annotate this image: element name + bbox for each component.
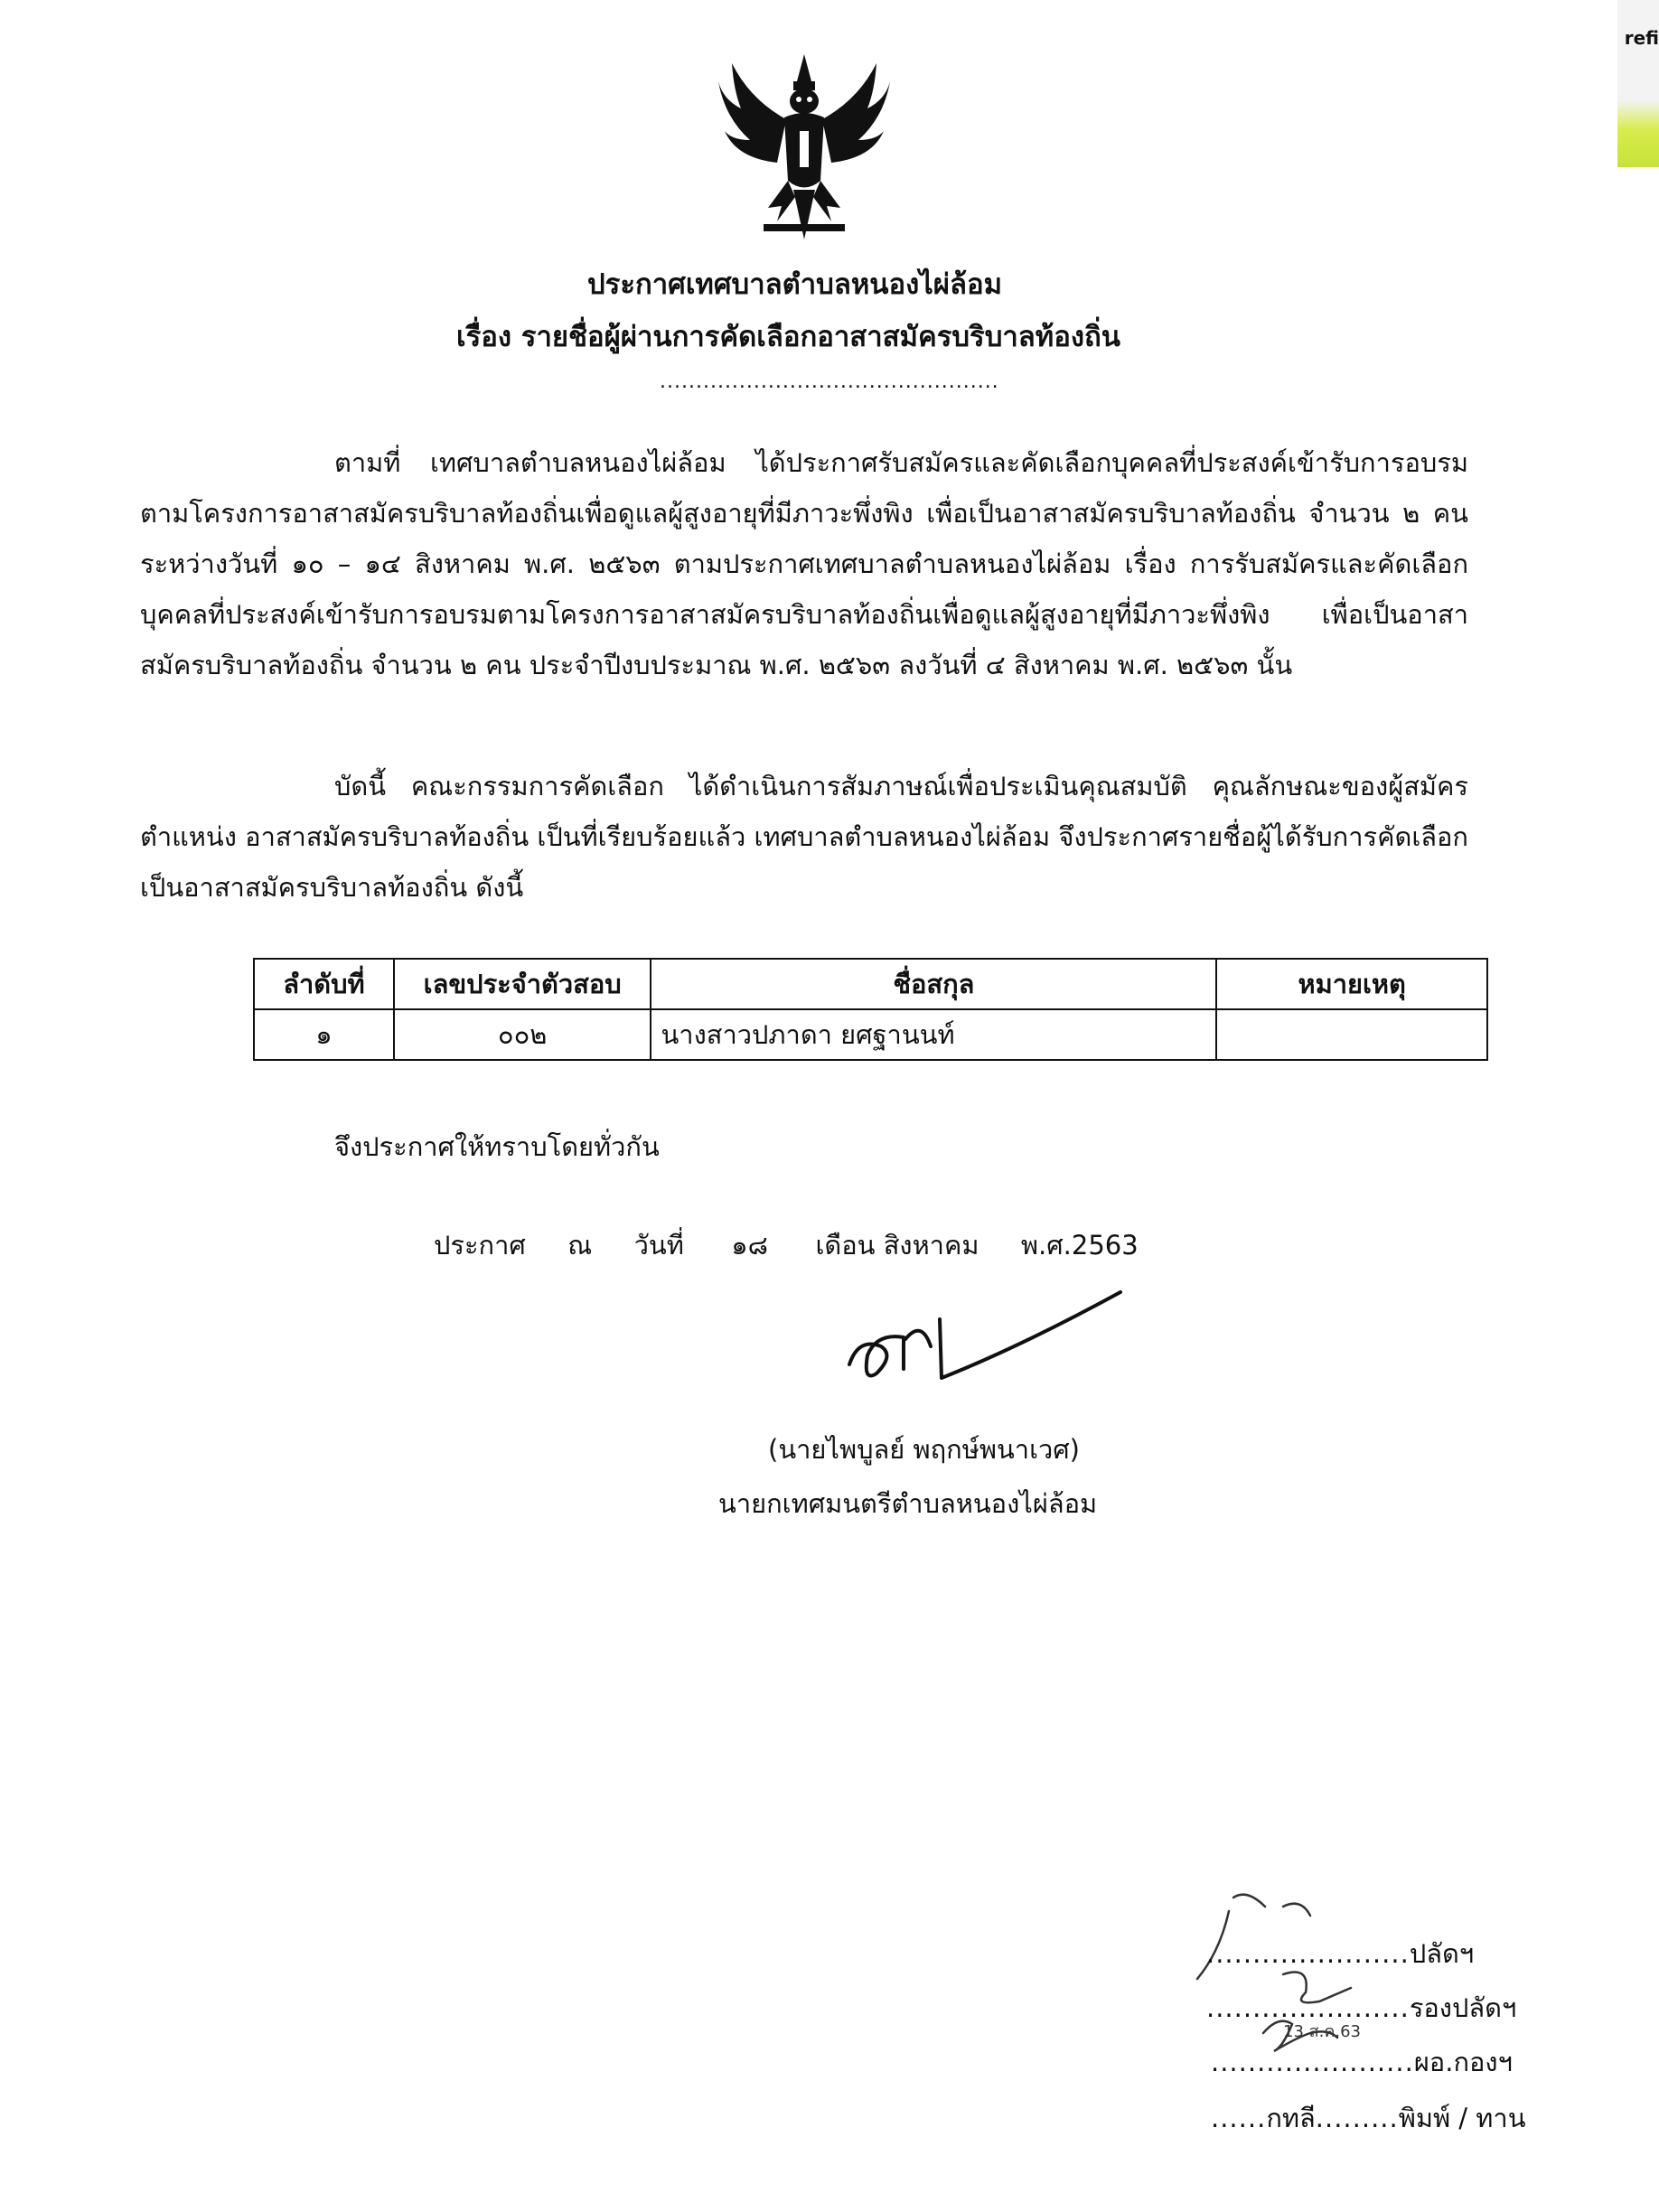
signature-mark	[840, 1283, 1148, 1401]
signatory-name: (นายไพบูลย์ พฤกษ์พนาเวศ)	[768, 1434, 1080, 1465]
signatory-position: นายกเทศมนตรีตำบลหนองไผ่ล้อม	[718, 1488, 1098, 1519]
paragraph-2-text: บัดนี้ คณะกรรมการคัดเลือก ได้ดำเนินการสัมภาษณ์เพื่อประเมินคุณสมบัติ คุณลักษณะของผู้สมัครตำแหน่ง อาสาสมัครบริบาลท้องถิ่น เป็นที่เรียบร้อยแล้ว เทศบาลตำบลหนองไผ่ล้อม จึงประกาศรายชื่อผู้ได้รับการคัดเลือกเป็นอาสาสมัครบริบาลท้องถิ่น ดังนี้	[140, 771, 1468, 903]
routing-line-deputy-clerk: ......................ปลัดฯ	[1206, 1938, 1475, 1969]
announcement-date-line	[434, 1230, 1139, 1261]
selected-candidates-table	[253, 958, 1488, 1061]
routing-line-typist: ......กทลี.........พิมพ์ / ทาน	[1211, 2103, 1526, 2133]
cell-name: นางสาวปภาดา ยศฐานนท์	[651, 1009, 1216, 1060]
body-paragraph-2	[140, 761, 1468, 913]
closing-statement: จึงประกาศให้ทราบโดยทั่วกัน	[334, 1131, 660, 1162]
date-month: สิงหาคม	[883, 1230, 979, 1261]
body-paragraph-1	[140, 437, 1468, 690]
routing-label-typist: กทลี	[1266, 2103, 1316, 2133]
cell-exam-id: ๐๐๒	[394, 1009, 651, 1060]
routing-label-vice-clerk: รองปลัดฯ	[1409, 1992, 1517, 2023]
col-header-remark: หมายเหตุ	[1216, 959, 1487, 1009]
paragraph-1-text: ตามที่ เทศบาลตำบลหนองไผ่ล้อม ได้ประกาศรับสมัครและคัดเลือกบุคคลที่ประสงค์เข้ารับการอบรมตามโครงการอาสาสมัครบริบาลท้องถิ่นเพื่อดูแลผู้สูงอายุที่มีภาวะพึ่งพิง เพื่อเป็นอาสาสมัครบริบาลท้องถิ่น จำนวน ๒ คน ระหว่างวันที่ ๑๐ – ๑๔ สิงหาคม พ.ศ. ๒๕๖๓ ตามประกาศเทศบาลตำบลหนองไผ่ล้อม เรื่อง การรับสมัครและคัดเลือกบุคคลที่ประสงค์เข้ารับการอบรมตามโครงการอาสาสมัครบริบาลท้องถิ่นเพื่อดูแลผู้สูงอายุที่มีภาวะพึ่งพิง เพื่อเป็นอาสาสมัครบริบาลท้องถิ่น จำนวน ๒ คน ประจำปีงบประมาณ พ.ศ. ๒๕๖๓ ลงวันที่ ๔ สิงหาคม พ.ศ. ๒๕๖๓ นั้น	[140, 447, 1468, 680]
date-at: ณ	[567, 1230, 593, 1261]
routing-line-vice-clerk: ......................รองปลัดฯ	[1206, 1992, 1517, 2023]
col-header-exam-id: เลขประจำตัวสอบ	[394, 959, 651, 1009]
date-prefix: ประกาศ	[434, 1230, 526, 1261]
announcement-subject: เรื่อง รายชื่อผู้ผ่านการคัดเลือกอาสาสมัครบริบาลท้องถิ่น	[456, 321, 1120, 353]
header-separator: ...............................................	[660, 370, 999, 393]
routing-date-note: 13 ส.ค.63	[1283, 2022, 1362, 2041]
routing-label-clerk: ปลัดฯ	[1409, 1938, 1475, 1969]
cell-order: ๑	[254, 1009, 394, 1060]
table-header-row	[254, 959, 1487, 1009]
announcement-title: ประกาศเทศบาลตำบลหนองไผ่ล้อม	[587, 268, 1003, 301]
date-year: พ.ศ.2563	[1020, 1230, 1139, 1261]
table-row	[254, 1009, 1487, 1060]
routing-label-print-review: พิมพ์ / ทาน	[1398, 2103, 1526, 2133]
col-header-order: ลำดับที่	[254, 959, 394, 1009]
scan-edge-strip	[1617, 0, 1659, 167]
date-month-label: เดือน	[815, 1230, 876, 1261]
date-day: ๑๘	[731, 1230, 769, 1261]
date-day-label: วันที่	[633, 1230, 684, 1261]
routing-label-director: ผอ.กองฯ	[1413, 2047, 1513, 2077]
col-header-name: ชื่อสกุล	[651, 959, 1216, 1009]
cell-remark	[1216, 1009, 1487, 1060]
routing-line-director: ......................ผอ.กองฯ	[1211, 2047, 1513, 2077]
edge-label: refi	[1624, 27, 1659, 49]
garuda-emblem-icon	[714, 45, 895, 253]
